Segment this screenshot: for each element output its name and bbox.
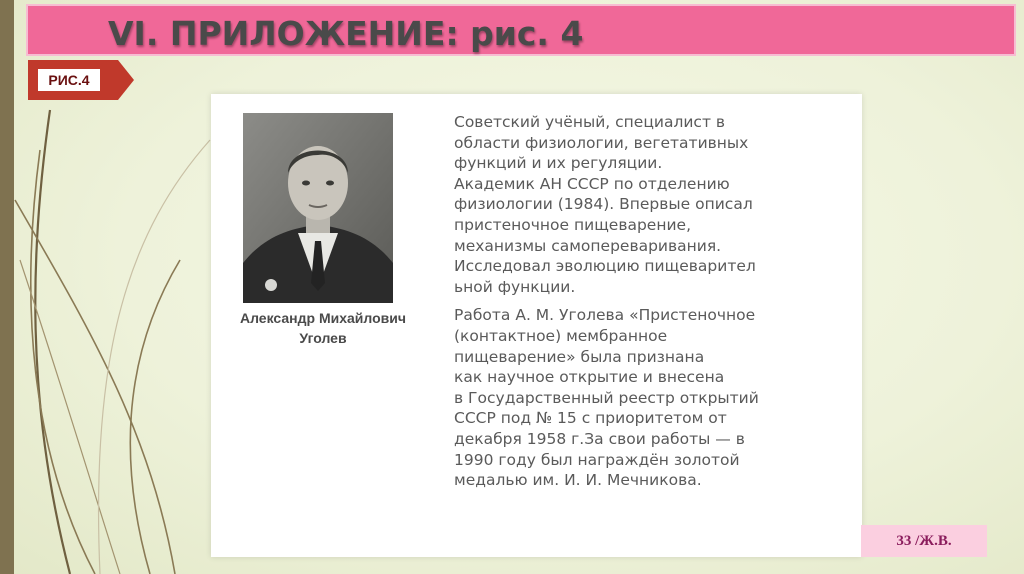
figure-badge-label: РИС.4 (38, 69, 100, 91)
bio-line: ьной функции. (454, 277, 576, 296)
bio-line: Советский учёный, специалист в (454, 113, 726, 131)
bio-line: Академик АН СССР по отделению (454, 174, 730, 193)
portrait-photo (243, 113, 393, 303)
bio-line: медалью им. И. И. Мечникова. (454, 471, 702, 490)
bio-paragraph-1 (454, 112, 784, 297)
caption-name: Александр Михайлович (239, 310, 406, 326)
bio-line: в Государственный реестр открытий (454, 388, 759, 407)
bio-line: 1990 году был награждён золотой (454, 450, 740, 469)
bio-line: пищеварение» была признана (454, 347, 705, 366)
bio-line: механизмы самопереваривания. (454, 236, 722, 255)
bio-line: пристеночное пищеварение, (454, 215, 692, 234)
bio-line: Исследовал эволюцию пищеварител (454, 257, 756, 276)
caption-surname: Уголев (299, 330, 347, 346)
bio-line: декабря 1958 г.За свои работы — в (454, 429, 745, 448)
bio-line: физиологии (1984). Впервые описал (454, 195, 753, 214)
slide-number: 33 /Ж.В. (896, 533, 952, 549)
portrait-caption (213, 308, 433, 348)
title-banner (26, 4, 1016, 56)
bio-paragraph-2 (454, 305, 784, 490)
biography-text (454, 112, 784, 491)
paragraph-gap (454, 297, 784, 305)
bio-line: СССР под № 15 с приоритетом от (454, 409, 727, 428)
slide-footer-badge (861, 525, 987, 557)
bio-line: функций и их регуляции. (454, 154, 663, 173)
bio-line: области физиологии, вегетативных (454, 133, 749, 152)
bio-line: как научное открытие и внесена (454, 368, 725, 387)
bio-line: Работа А. М. Уголева «Пристеночное (454, 306, 756, 325)
bio-line: (контактное) мембранное (454, 326, 668, 345)
page-title: VI. ПРИЛОЖЕНИЕ: рис. 4 (108, 14, 584, 53)
